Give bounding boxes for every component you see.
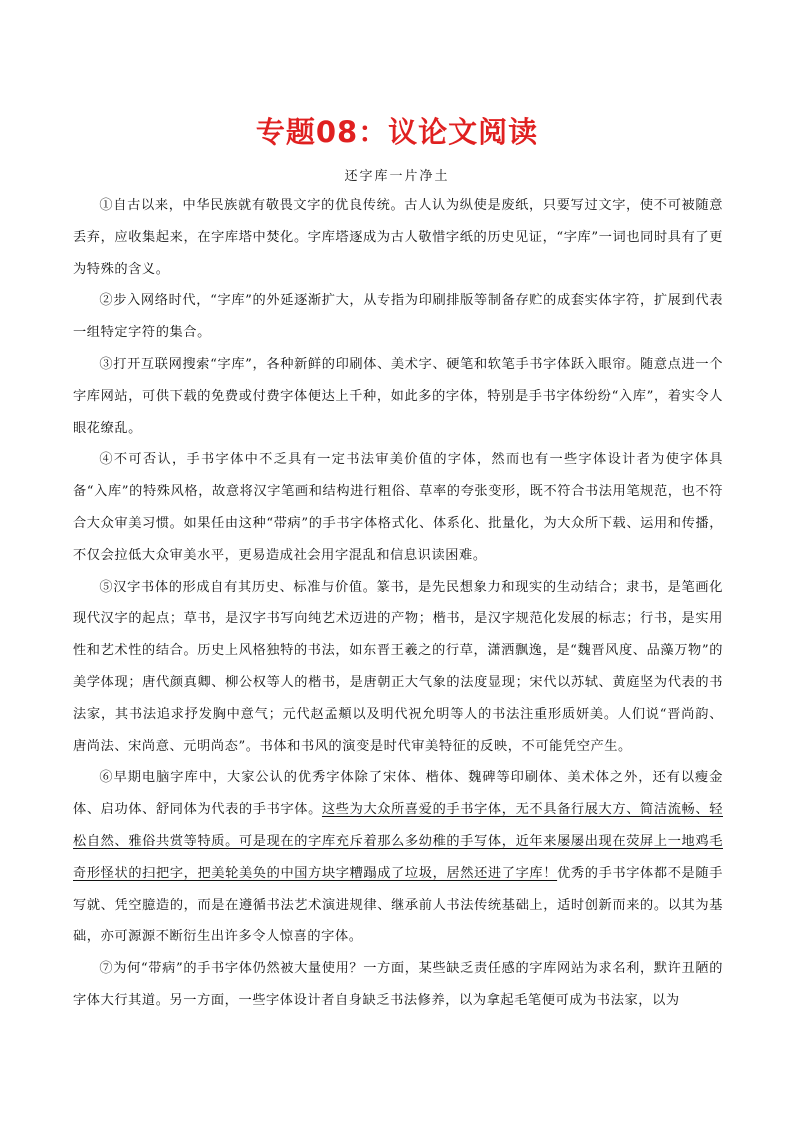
paragraph-text: ⑤汉字书体的形成自有其历史、标准与价值。篆书，是先民想象力和现实的生动结合；隶书，是笔画化现代汉字的起点；草书，是汉字书写向纯艺术迈进的产物；楷书，是汉字规范化发展的标志；行书，是实用性和艺术性的结合。历史上风格独特的书法，如东晋王羲之的行草，潇洒飘逸，是“魏晋风度、品藻万物”的美学体现；唐代颜真卿、柳公权等人的楷书，是唐朝正大气象的法度显现；宋代以苏轼、黄庭坚为代表的书法家，其书法追求抒发胸中意气；元代赵孟頫以及明代祝允明等人的书法注重形质妍美。人们说“晋尚韵、唐尚法、宋尚意、元明尚态”。书体和书风的演变是时代审美特征的反映，不可能凭空产生。 [73, 579, 723, 754]
paragraph-6 [73, 762, 723, 953]
paragraph-text: ①自古以来，中华民族就有敬畏文字的优良传统。古人认为纵使是废纸，只要写过文字，使不可被随意丢弃，应收集起来，在字库塔中焚化。字库塔逐成为古人敬惜字纸的历史见证，“字库”一词也同时具有了更为特殊的含义。 [73, 198, 723, 277]
paragraph-7 [73, 953, 723, 1017]
paragraph-3 [73, 349, 723, 444]
paragraph-2 [73, 285, 723, 349]
paragraph-1 [73, 190, 723, 285]
paragraph-5 [73, 572, 723, 763]
article-body [73, 190, 723, 1017]
page-title: 专题08：议论文阅读 [255, 115, 539, 149]
paragraph-text: ⑥早期电脑字库中，大家公认的优秀字体除了宋体、楷体、魏碑等印刷体、美术体之外，还有以瘦金体、启功体、舒同体为代表的手书字体。 [73, 770, 723, 818]
paragraph-text: 优秀的手书字体都不是随手写就、凭空臆造的，而是在遵循书法艺术演进规律、继承前人书法传统基础上，适时创新而来的。以其为基础，亦可源源不断衍生出许多令人惊喜的字体。 [73, 865, 724, 945]
paragraph-text: ③打开互联网搜索“字库”，各种新鲜的印刷体、美术字、硬笔和软笔手书字体跃入眼帘。随意点进一个字库网站，可供下载的免费或付费字体便达上千种，如此多的字体，特别是手书字体纷纷“入库”，着实令人眼花缭乱。 [73, 356, 723, 436]
underlined-sentence: 这些为大众所喜爱的手书字体，无不具备行展大方、简洁流畅、轻松自然、雅俗共赏等特质。可是现在的字库充斥着那么多幼稚的手写体，近年来屡屡出现在荧屏上一地鸡毛奇形怪状的扫把字，把美轮美奂的中国方块字糟蹋成了垃圾，居然还进了字库！ [73, 802, 723, 881]
paragraph-text: ⑦为何“带病”的手书字体仍然被大量使用？一方面，某些缺乏责任感的字库网站为求名利，默许丑陋的字体大行其道。另一方面，一些字体设计者自身缺乏书法修养，以为拿起毛笔便可成为书法家，以为 [73, 961, 723, 1008]
paragraph-text: ④不可否认，手书字体中不乏具有一定书法审美价值的字体，然而也有一些字体设计者为使字体具备“入库”的特殊风格，故意将汉字笔画和结构进行粗俗、草率的夸张变形，既不符合书法用笔规范，也不符合大众审美习惯。如果任由这种“带病”的手书字体格式化、体系化、批量化，为大众所下载、运用和传播，不仅会拉低大众审美水平，更易造成社会用字混乱和信息识读困难。 [73, 452, 723, 563]
paragraph-4 [73, 444, 723, 571]
article-title: 还字库一片净土 [344, 169, 450, 184]
paragraph-text: ②步入网络时代，“字库”的外延逐渐扩大，从专指为印刷排版等制备存贮的成套实体字符，扩展到代表一组特定字符的集合。 [73, 293, 723, 341]
